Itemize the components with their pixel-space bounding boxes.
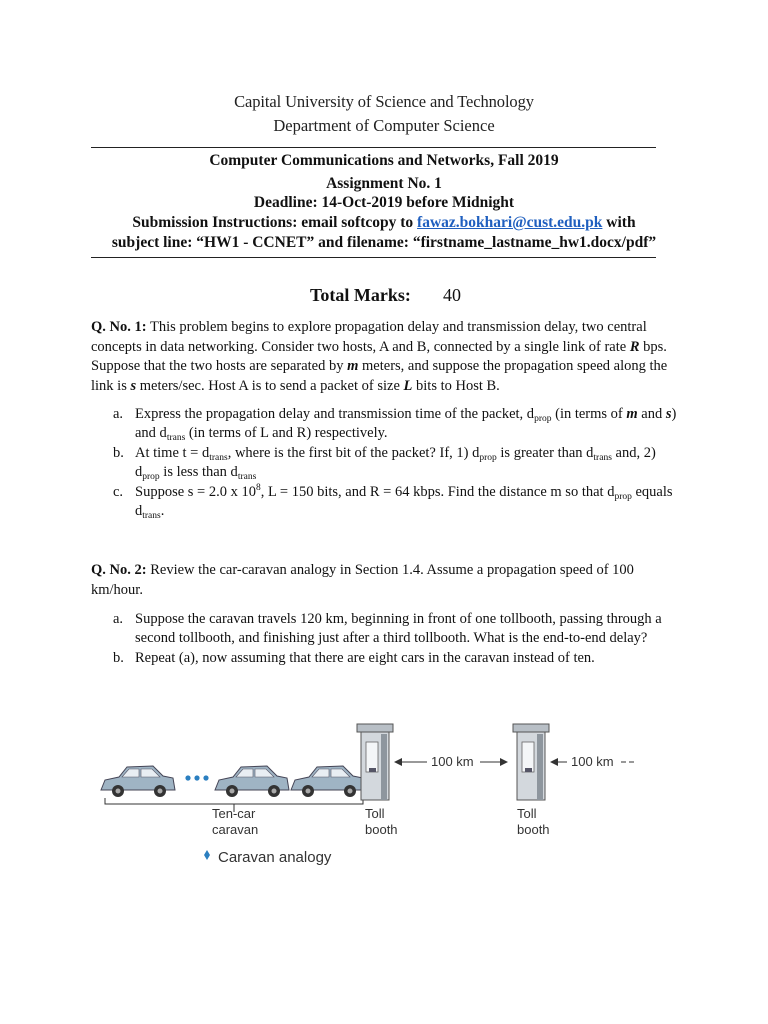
submission-instructions bbox=[0, 214, 768, 232]
diamond-icon bbox=[204, 850, 210, 860]
part-text: . bbox=[160, 503, 165, 519]
ellipsis-dots bbox=[185, 775, 208, 780]
subscript: trans bbox=[166, 433, 186, 443]
subscript: prop bbox=[479, 453, 497, 463]
question-2-parts bbox=[91, 610, 681, 669]
list-item bbox=[91, 610, 681, 648]
var-m: m bbox=[347, 358, 359, 374]
toll-label: Toll bbox=[365, 806, 385, 821]
subscript: trans bbox=[142, 511, 161, 521]
total-marks-label: Total Marks: bbox=[310, 285, 411, 305]
header-rule-bottom bbox=[91, 257, 656, 258]
part-text: Repeat (a), now assuming that there are eight cars in the caravan instead of ten. bbox=[135, 650, 595, 666]
question-1-parts bbox=[91, 405, 681, 522]
var-m: m bbox=[626, 406, 638, 422]
distance-label-1: 100 km bbox=[431, 754, 474, 769]
list-item bbox=[91, 483, 681, 521]
distance-label-2: 100 km bbox=[571, 754, 614, 769]
question-2 bbox=[91, 561, 671, 600]
subscript: prop bbox=[614, 492, 632, 502]
part-text: Suppose s = 2.0 x 10 bbox=[135, 484, 256, 500]
assignment-number: Assignment No. 1 bbox=[326, 175, 442, 192]
course-title: Computer Communications and Networks, Fall 2019 bbox=[209, 152, 559, 169]
part-text: At time t = d bbox=[135, 445, 210, 461]
q1-text: bits to Host B. bbox=[412, 377, 500, 394]
list-marker: b. bbox=[113, 650, 124, 666]
caravan-label: caravan bbox=[212, 822, 259, 837]
q1-text: meters, and suppose the propagation speed along the link is bbox=[91, 358, 668, 394]
tollbooth-icon bbox=[357, 724, 393, 800]
car-icon bbox=[291, 766, 365, 797]
subscript: trans bbox=[237, 472, 257, 482]
part-text: and bbox=[637, 406, 666, 422]
toll-label: booth bbox=[365, 822, 398, 837]
header-rule-top bbox=[91, 147, 656, 148]
part-text: and, 2) d bbox=[135, 445, 656, 480]
subject-line: subject line: “HW1 - CCNET” and filename: “firstname_lastname_hw1.docx/pdf” bbox=[111, 234, 657, 251]
superscript: 8 bbox=[255, 483, 261, 493]
part-text: ) and d bbox=[135, 406, 677, 441]
submission-suffix: with bbox=[602, 214, 636, 231]
list-marker: a. bbox=[113, 406, 124, 422]
part-text: is greater than d bbox=[496, 445, 594, 461]
part-text: , L = 150 bits, and R = 64 kbps. Find the distance m so that d bbox=[260, 484, 615, 500]
part-text: Suppose the caravan travels 120 km, beginning in front of one tollbooth, passing through a second tollbooth, and finishing just after a third tollbooth. What is the end-to-end delay? bbox=[135, 611, 662, 646]
part-text: (in terms of bbox=[551, 406, 627, 422]
tollbooth-icon bbox=[513, 724, 549, 800]
q1-text: This problem begins to explore propagation delay and transmission delay, two central concepts in data networking. Consider two hosts, A and B, connected by a single link of rate bbox=[91, 319, 647, 355]
list-item bbox=[91, 649, 681, 668]
subscript: trans bbox=[593, 453, 612, 463]
email-link[interactable]: fawaz.bokhari@cust.edu.pk bbox=[417, 214, 603, 231]
subscript: prop bbox=[534, 414, 552, 424]
question-2-label: Q. No. 2: bbox=[91, 562, 147, 578]
q1-text: bps. Suppose that the two hosts are separated by bbox=[91, 338, 667, 374]
toll-label: booth bbox=[517, 822, 550, 837]
part-text: equals d bbox=[135, 484, 673, 519]
caravan-bracket bbox=[105, 798, 363, 804]
submission-prefix: Submission Instructions: email softcopy to bbox=[132, 214, 418, 231]
university-name: Capital University of Science and Technology bbox=[234, 92, 534, 111]
part-text: , where is the first bit of the packet? If, 1) d bbox=[227, 445, 480, 461]
subscript: trans bbox=[209, 453, 228, 463]
list-item bbox=[91, 444, 681, 482]
total-marks-value: 40 bbox=[443, 285, 461, 305]
question-1-label: Q. No. 1: bbox=[91, 319, 147, 335]
q2-text: Review the car-caravan analogy in Section 1.4. Assume a propagation speed of 100 km/hour. bbox=[91, 562, 634, 598]
list-marker: b. bbox=[113, 445, 124, 461]
part-text: is less than d bbox=[159, 464, 238, 480]
question-1 bbox=[91, 318, 671, 396]
car-icon bbox=[101, 766, 175, 797]
department-name: Department of Computer Science bbox=[273, 116, 495, 135]
deadline: Deadline: 14-Oct-2019 before Midnight bbox=[253, 194, 515, 211]
q1-text: meters/sec. Host A is to send a packet of size bbox=[136, 377, 404, 394]
toll-label: Toll bbox=[517, 806, 537, 821]
var-s: s bbox=[130, 377, 137, 394]
var-l: L bbox=[403, 377, 413, 394]
caravan-label: Ten-car bbox=[212, 806, 256, 821]
figure-caption: Caravan analogy bbox=[218, 849, 332, 866]
var-s: s bbox=[665, 406, 672, 422]
part-text: Express the propagation delay and transmission time of the packet, d bbox=[135, 406, 535, 422]
car-icon bbox=[215, 766, 289, 797]
subscript: prop bbox=[142, 472, 160, 482]
list-marker: c. bbox=[113, 484, 124, 500]
caravan-figure bbox=[95, 720, 655, 870]
list-item bbox=[91, 405, 681, 443]
part-text: (in terms of L and R) respectively. bbox=[185, 425, 388, 441]
var-r: R bbox=[629, 338, 640, 355]
list-marker: a. bbox=[113, 611, 124, 627]
